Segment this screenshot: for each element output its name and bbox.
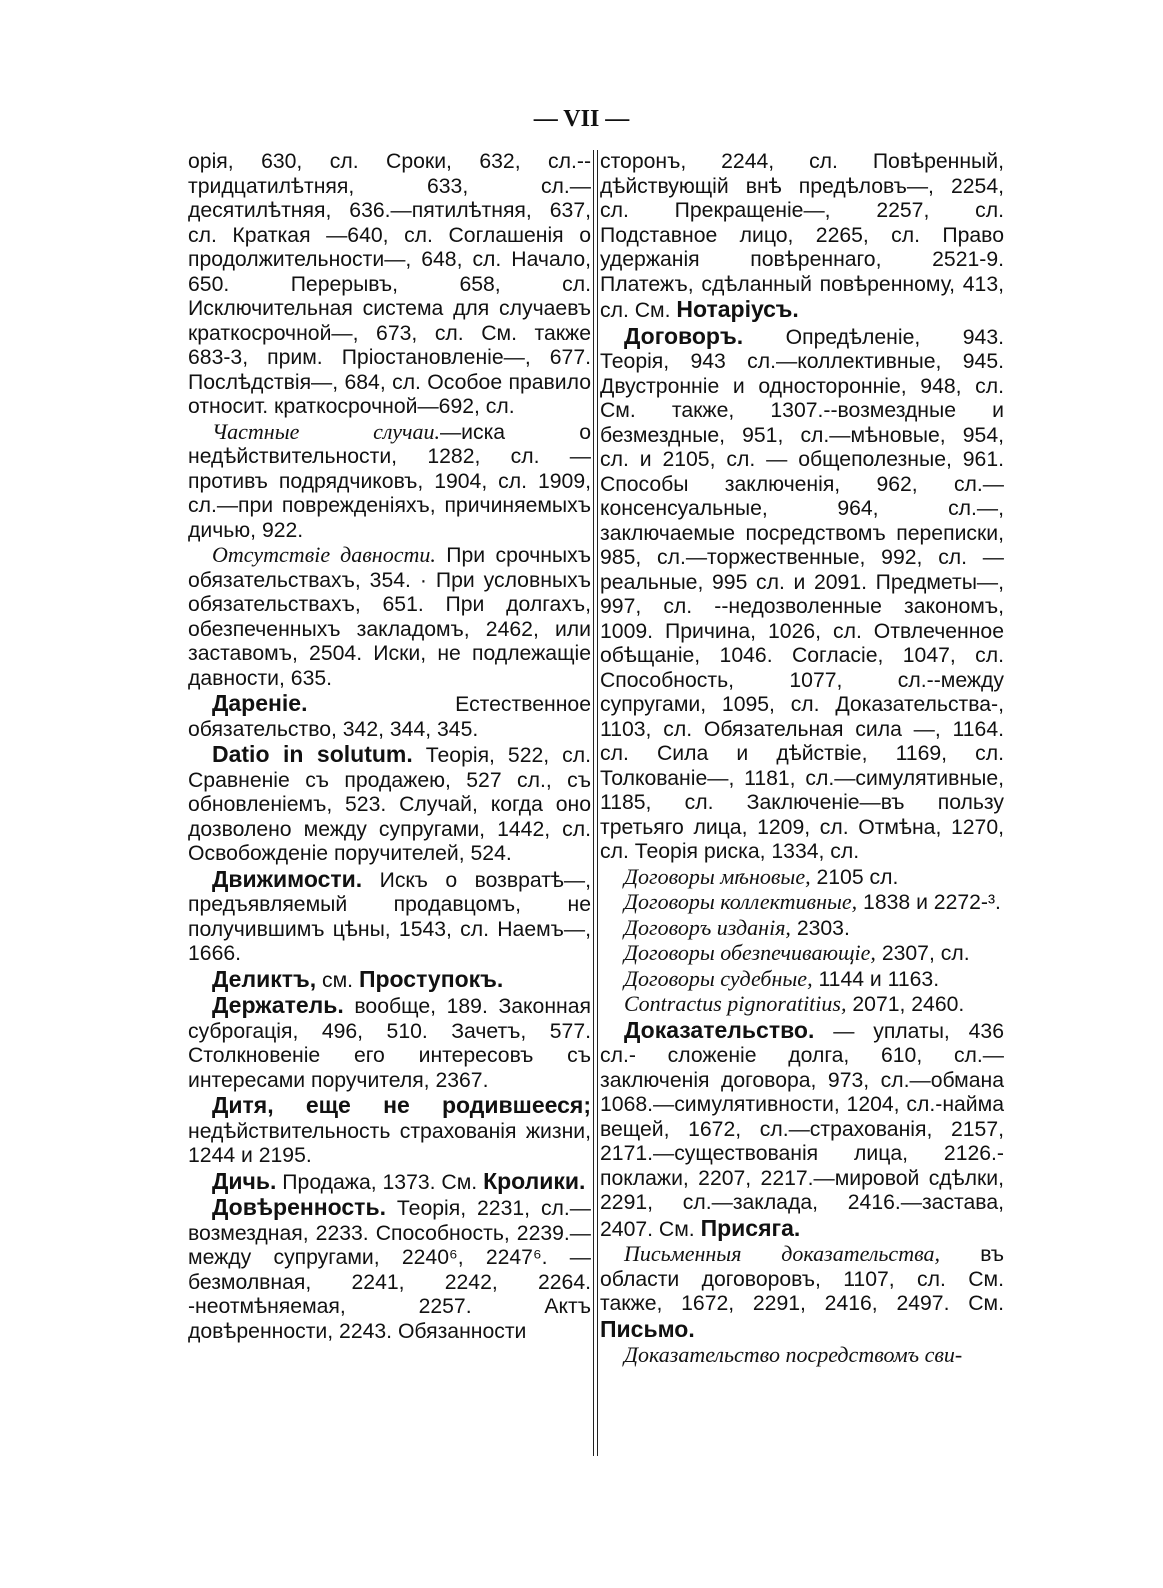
entry-text: см. [316,968,359,992]
entry-text: —иска о недѣйствительности, 1282, сл. — противъ подрядчиковъ, 1904, сл. 1909, сл.—при поврежденіяхъ, причиняемыхъ дичью, 922. [188,420,591,542]
right-column [600,150,1004,1369]
index-entry [600,967,1004,993]
entry-text: вообще, 189. Законная суброгація, 496, 510. Зачетъ, 577. Столкновеніе его интересовъ съ интересами поручителя, 2367. [188,995,591,1092]
subheading: Договоръ изданія, [624,914,791,940]
headword: Datio in solutum. [212,741,413,767]
headword: Проступокъ. [358,965,504,992]
entry-text: Продажа, 1373. См. [276,1170,484,1194]
headword: Договоръ. [624,322,744,349]
subheading: Письменныя доказательства, [624,1241,940,1266]
entry-text: Опредѣленіе, 943. Теорія, 943 сл.—коллективные, 945. Двустронніе и односторонніе, 948, сл. См. также, 1307.--возмездные и безмездные, 951, сл.—мѣновые, 954, сл. и 2105, сл. — общеполезные, 961. Способы заключенія, 962, сл.—консенсуальные, 964, сл.—, заключаемые посредствомъ переписки, 985, сл.—торжественные, 992, сл. — реальные, 995 сл. и 2091. Предметы—, 997, сл. --недозволенные закономъ, 1009. Причина, 1026, сл. Отвлеченное обѣщаніе, 1046. Согласіе, 1047, сл. Способность, 1077, сл.--между супругами, 1095, сл. Доказательства-, 1103, сл. Обязательная сила —, 1164. сл. Сила и дѣйствіе, 1169, сл. Толкованіе—, 1181, сл.—симулятивные, 1185, сл. Заключеніе—въ пользу третьяго лица, 1209, сл. Отмѣна, 1270, сл. Теорія риска, 1334, сл. [600,325,1004,863]
index-entry [188,867,591,967]
headword: Дареніе. [212,690,308,716]
index-entry [188,967,591,994]
column-divider-left [593,150,594,1456]
entry-text: недѣйствительность страхованія жизни, 1244 и 2195. [188,1119,591,1167]
index-entry [188,1169,591,1196]
index-entry [188,543,591,691]
index-entry [600,1018,1004,1243]
headword: Дичь. [212,1167,277,1194]
subheading: Отсутствіе давности. [212,542,436,567]
entry-text: При срочныхъ обязательствахъ, 354. · При условныхъ обязательствахъ, 651. При долгахъ, обезпеченныхъ закладомъ, 2462, или заставомъ, 2504. Иски, не подлежащіе давности, 635. [188,544,591,690]
page-number: — VII — [533,106,630,132]
index-entry [188,993,591,1093]
index-entry [600,865,1004,891]
index-entry [600,1343,1004,1369]
index-entry [188,742,591,867]
index-entry [600,916,1004,942]
index-entry [600,941,1004,967]
subheading: Частные случаи. [212,418,440,444]
subheading: Contractus pignoratitius, [624,991,847,1016]
entry-text: Искъ о возвратѣ—, предъявляемый продавцомъ, не получившимъ цѣны, 1543, сл. Наемъ—, 1666. [188,868,591,965]
entry-text: орія, 630, сл. Сроки, 632, сл.--тридцатилѣтняя, 633, сл.—десятилѣтняя, 636.—пятилѣтняя, 637, сл. Краткая —640, сл. Соглашенія о продолжительности—, 648, сл. Начало, 650. Перерывъ, 658, сл. Исключительная система для случаевъ краткосрочной—, 673, сл. См. также 683-3, прим. Пріостановленіе—, 677. Послѣдствія—, 684, сл. Особое правило относит. краткосрочной—692, сл. [188,150,591,418]
index-entry [188,1093,591,1169]
headword: Дитя, еще не родившееся; [212,1092,591,1118]
entry-text: 2105 сл. [810,865,899,889]
headword: Деликтъ, [212,965,317,992]
subheading: Договоры обезпечивающіе, [624,940,876,965]
entry-text: Теорія, 522, сл. Сравненіе съ продажею, 527 сл., съ обновленіемъ, 523. Случай, когда оно дозволено между супругами, 1442, сл. Освобожденіе поручителей, 524. [188,744,591,865]
index-entry [188,1195,591,1344]
subheading: Договоры мѣновые, [624,863,811,889]
column-divider-right [597,150,598,1456]
subheading: Договоры коллективные, [624,889,858,914]
headword: Держатель. [212,992,344,1018]
entry-text: 2307, сл. [875,942,970,965]
headword: Письмо. [600,1315,695,1342]
index-entry [600,890,1004,916]
index-entry [600,324,1004,865]
left-column [188,150,591,1344]
entry-text: 2303. [790,916,850,940]
subheading: Договоры судебные, [624,965,813,991]
headword: Движимости. [212,865,363,892]
headword: Присяга. [700,1214,801,1241]
headword: Нотаріусъ. [676,296,799,322]
headword: Довѣренность. [212,1194,386,1220]
entry-text: въ области договоровъ, 1107, сл. См. также, 1672, 2291, 2416, 2497. См. [600,1243,1005,1315]
index-entry [600,1242,1004,1343]
headword: Доказательство. [624,1016,815,1043]
entry-text: 1144 и 1163. [812,967,940,991]
entry-text: — уплаты, 436 сл.- сложеніе долга, 610, сл.—заключенія договора, 973, сл.—обмана 1068.—симулятивности, 1204, сл.-найма вещей, 1672, сл.—страхованія, 2157, 2171.—существованія лица, 2126.- поклажи, 2207, 2217.—мировой сдѣлки, 2291, сл.—заклада, 2416.—застава, 2407. См. [600,1019,1004,1241]
entry-text: Естественное обязательство, 342, 344, 345. [188,693,591,741]
index-entry [600,992,1004,1018]
entry-text: сторонъ, 2244, сл. Повѣренный, дѣйствующій внѣ предѣловъ—, 2254, сл. Прекращеніе—, 2257, сл. Подставное лицо, 2265, сл. Право удержанія повѣреннаго, 2521-9. Платежъ, сдѣланный повѣренному, 413, сл. См. [600,150,1004,322]
index-entry [188,420,591,544]
entry-text: 2071, 2460. [846,993,965,1016]
entry-text: Теорія, 2231, сл.—возмездная, 2233. Способность, 2239.—между супругами, 2240⁶, 2247⁶. — безмолвная, 2241, 2242, 2264. -неотмѣняемая, 2257. Актъ довѣренности, 2243. Обязанности [188,1197,591,1343]
entry-text: 1838 и 2272-³. [857,891,1001,914]
entry-continuation [188,150,591,420]
entry-continuation [600,150,1004,324]
subheading: Доказательство посредствомъ сви- [624,1342,963,1367]
index-entry [188,691,591,742]
headword: Кролики. [483,1167,586,1194]
